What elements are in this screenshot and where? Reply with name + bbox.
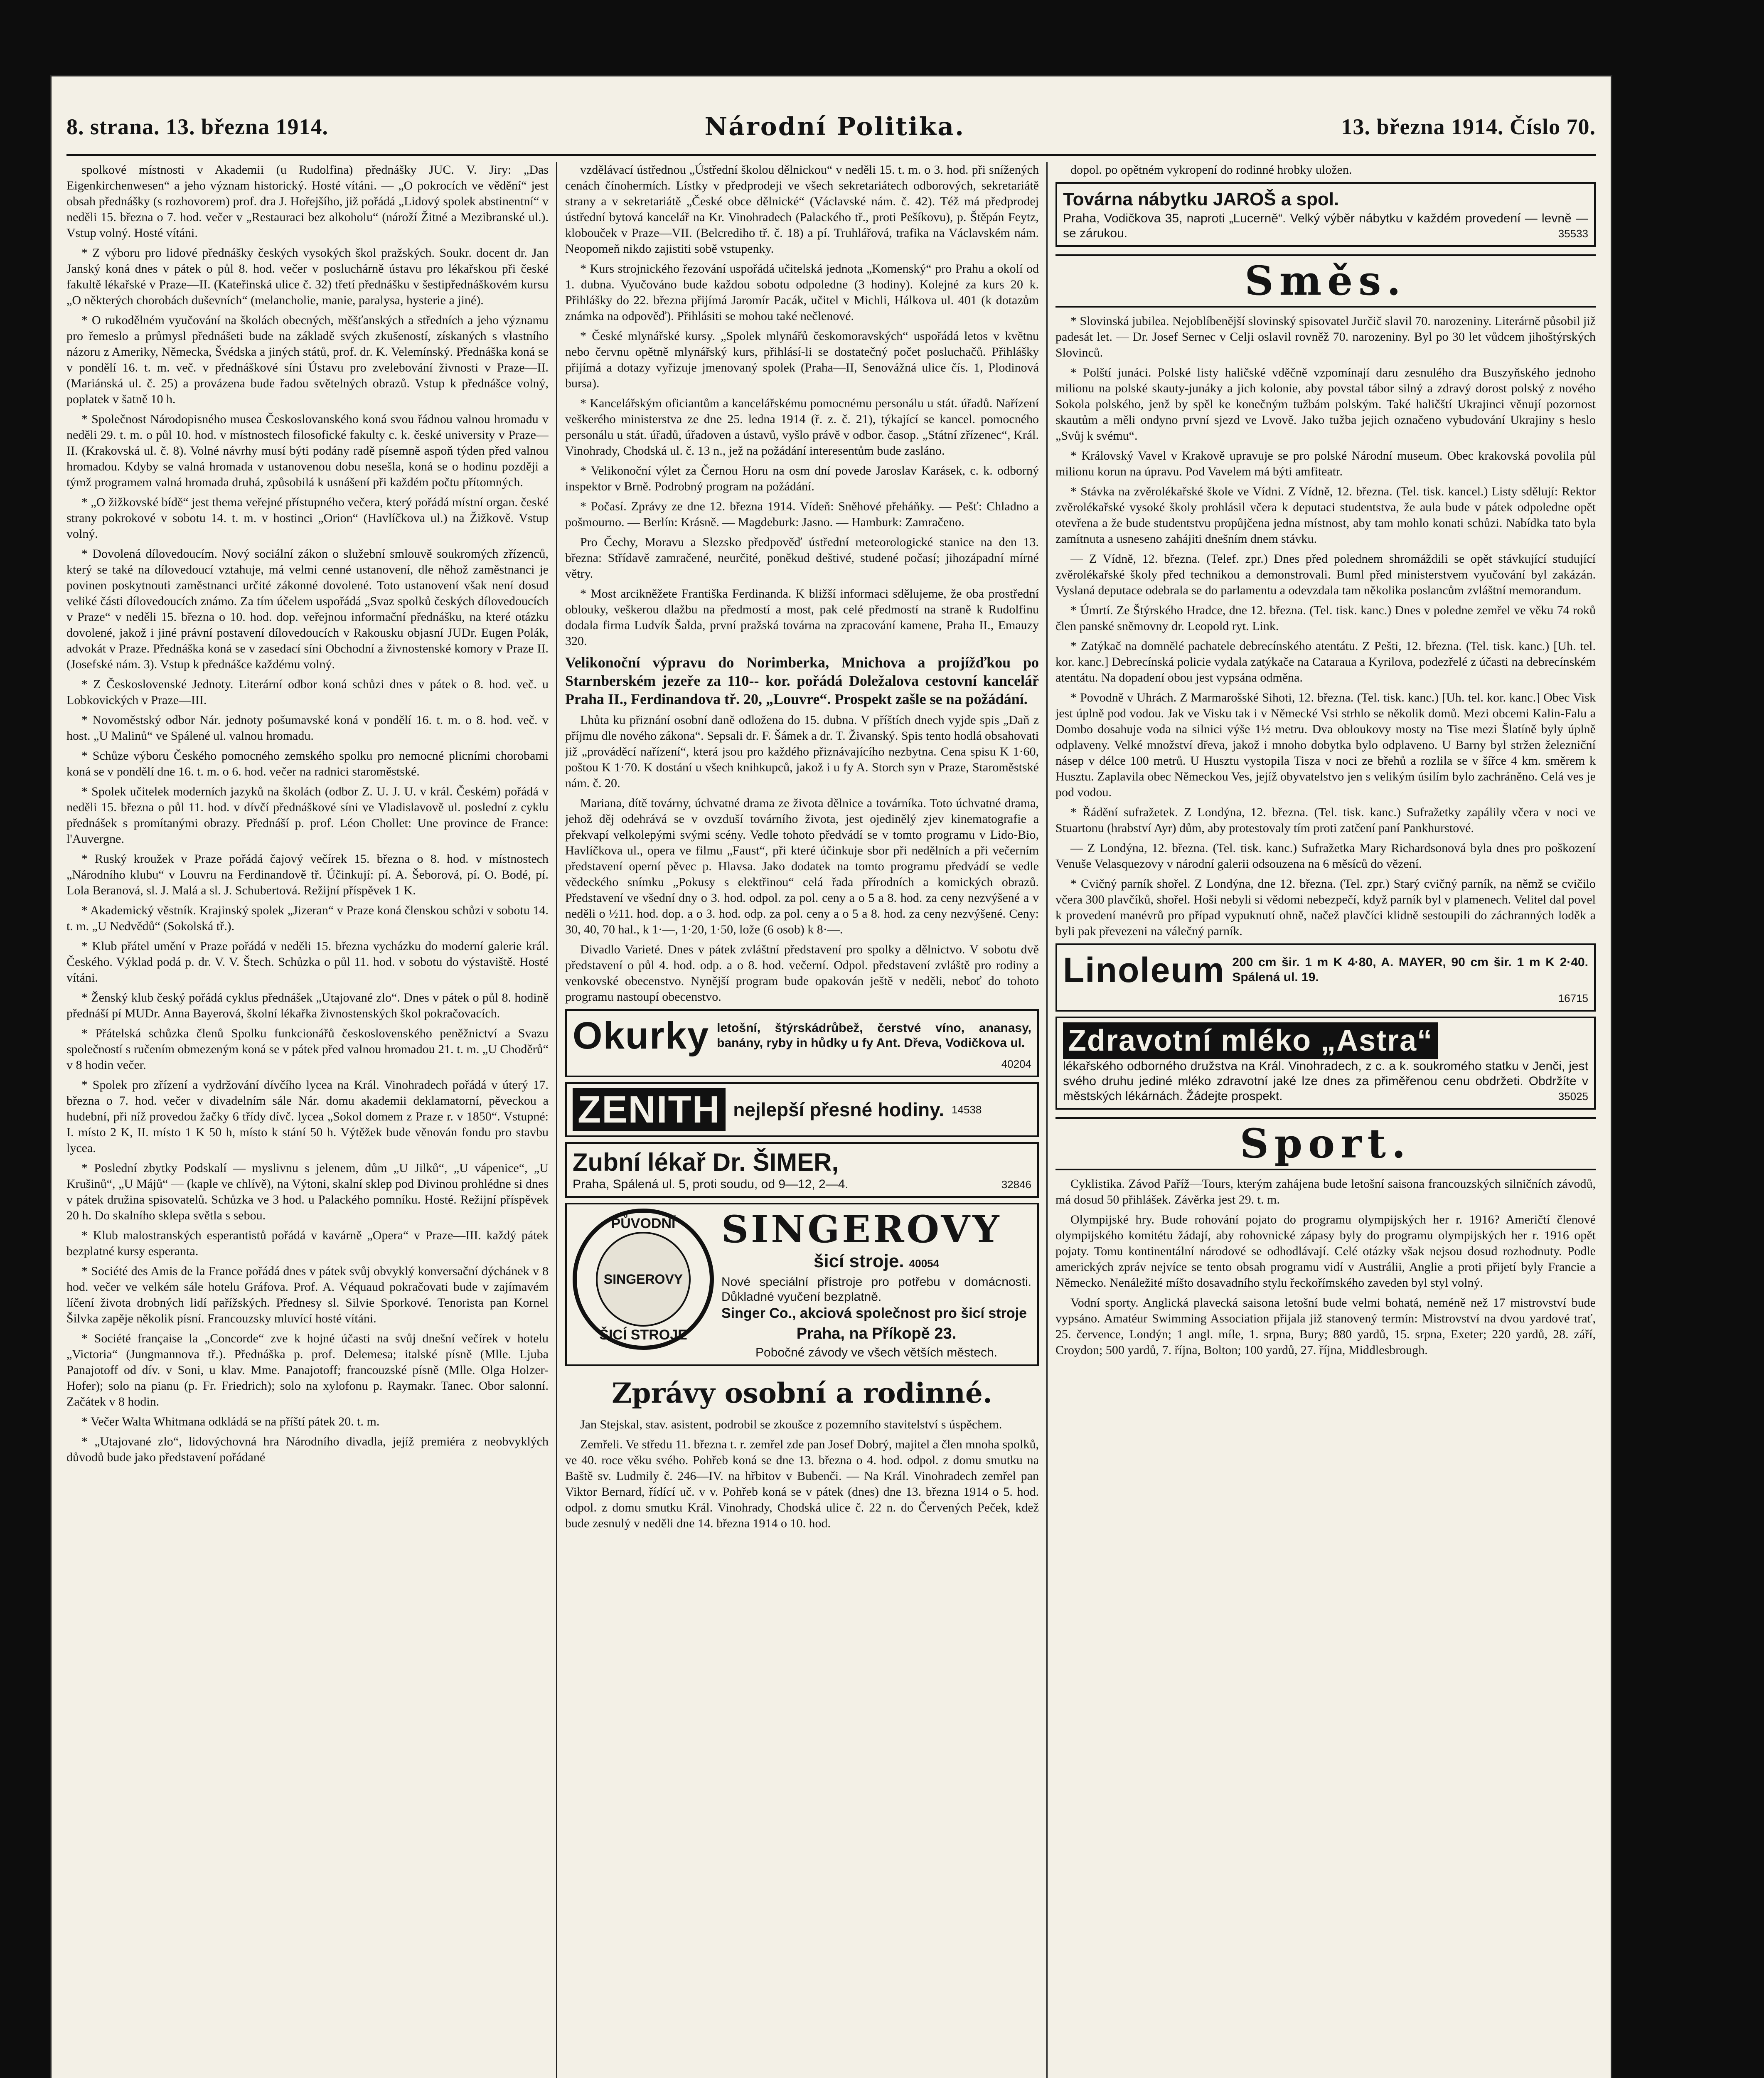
article-paragraph: * Société des Amis de la France pořádá dnes v pátek svůj obvyklý konversační dýchánek v 8 hod. večer ve velkém sále hotelu Gráfova. Prof. A. Véquaud pokračovati bude v zajímavém líčení života drobných lidí pařížských. Přednesy sl. Silvie Sporkové. Tenorista pan Kornel Šilvka zapěje několik písní. Francouzsky mluvící hosté vítáni.: [66, 1264, 549, 1325]
column-divider: [1046, 162, 1048, 2078]
section-heading-personal: Zprávy osobní a rodinné.: [612, 1377, 992, 1409]
article-paragraph: * Spolek učitelek moderních jazyků na školách (odbor Z. U. J. U. v král. Českém) pořádá v neděli 15. března o půl 11. hod. v dívčí přednáškové síni ve Vladislavově ul. poslední z cyklu přednášek s promítanými obrazy. Přednáší p. prof. Léon Chollet: Une province de France: l'Auvergne.: [66, 785, 549, 846]
singer-badge-top: PŮVODNÍ: [611, 1216, 676, 1231]
ad-astra-code: 35025: [1558, 1090, 1588, 1103]
ad-okurky-title: Okurky: [573, 1014, 710, 1057]
column-divider: [556, 162, 557, 2078]
section-heading-smes: Směs.: [1055, 254, 1596, 308]
ad-singer-address: Praha, na Příkopě 23.: [796, 1325, 957, 1342]
ad-linoleum-title: Linoleum: [1063, 950, 1225, 990]
ad-dentist-code: 32846: [1001, 1178, 1031, 1191]
ad-jaros-text: Praha, Vodičkova 35, naproti „Lucerně“. Velký výběr nábytku v každém provedení — levně — se zárukou.: [1063, 212, 1588, 240]
article-paragraph: Zemřeli. Ve středu 11. března t. r. zemřel zde pan Josef Dobrý, majitel a člen mnoha spolků, ve 40. roce věku svého. Pohřeb koná se dne 13. března o 4. hod. odpol. z domu smutku na Baště sv. Ludmily č. 246—IV. na hřbitov v Bubenči. — Na Král. Vinohradech zemřel pan Viktor Bernard, řídící uč. v v. Pohřeb koná se v pátek (dnes) dne 13. března 1914 o 5. hod. odpol. z domu smutku Král. Vinohrady, Chodská ulice č. 22 n. do Červených Peček, kdež bude zesnulý v neděli dne 14. března 1914 o 10. hod.: [565, 1438, 1039, 1530]
article-paragraph: * „Utajované zlo“, lidovýchovná hra Národního divadla, jejíž premiéra z neobvyklých důvodů bude jako představení pořádané: [66, 1435, 549, 1464]
ad-linoleum-code: 16715: [1558, 992, 1588, 1005]
ad-astra-title: Zdravotní mléko „Astra“: [1063, 1022, 1438, 1059]
column-3-articles-bottom: [1055, 1176, 1596, 1358]
article-paragraph: * Společnost Národopisného musea Českoslovanského koná svou řádnou valnou hromadu v neděli 29. t. m. o půl 10. hod. v místnostech filosofické fakulty c. k. české university v Praze—II. (Krakovská ul. č. 8). Volné návrhy musí býti podány radě písemně aspoň týden před valnou hromadou. Kdyby se valná hromada v ustanovenou dobu nesešla, koná se o hodinu později a týmž programem valná hromada druhá, způsobilá k usnášení při každém počtu přítomných.: [66, 412, 549, 489]
ad-jaros-code: 35533: [1558, 227, 1588, 240]
article-paragraph: * Spolek pro zřízení a vydržování dívčího lycea na Král. Vinohradech pořádá v úterý 17. března o 7. hod. večer v divadelním sále Nár. domu akademii deklamatorní, pěveckou a hudební, při níž provedou žačky 6 třídy dívč. lycea „Sokol domem z Praze r. v 1850“. Vstupné: I. místo 2 K, II. místo 1 K 50 h, místo k stání 50 h. Výtěžek bude věnován fondu pro stavbu lycea.: [66, 1078, 549, 1155]
ad-dentist-title: Zubní lékař Dr. ŠIMER,: [573, 1148, 839, 1176]
article-paragraph: * Kancelářským oficiantům a kancelářskému pomocnému personálu u stát. úřadů. Nařízení veškerého ministerstva ze dne 25. ledna 1914 (ř. z. č. 21), týkající se kancel. pomocného personálu u stát. úřadů, úřadoven a ústavů, vyšlo právě v odbor. časop. „Státní zřízenec“, Král. Vinohrady, Chodská ul. č. 13 n., jež na požádání interesentům bude zasláno.: [565, 396, 1039, 458]
article-paragraph: Cyklistika. Závod Paříž—Tours, kterým zahájena bude letošní saisona francouzských silničních závodů, má dosud 50 přihlášek. Závěrka jest 29. t. m.: [1055, 1177, 1596, 1206]
column-3-articles-top: [1055, 162, 1596, 178]
ad-zenith-title: ZENITH: [573, 1088, 726, 1131]
column-2-articles-mid: [565, 712, 1039, 1005]
article-paragraph: * Poslední zbytky Podskalí — myslivnu s jelenem, dům „U Jilků“, „U vápenice“, „U Krušinů“, „U Májů“ — (kaple ve chlívě), na Výtoni, skalní sklep pod Divinou prohlédne si dnes v pátek družina spisovatelů. Schůzka ve 3 hod. u Palackého pomníku. Hosté. Režijní příspěvek 20 h. Do skalního sklepa světla s sebou.: [66, 1161, 549, 1222]
header-left: 8. strana. 13. března 1914.: [66, 114, 328, 139]
article-paragraph: * Stávka na zvěrolékařské škole ve Vídni. Z Vídně, 12. března. (Tel. tisk. kancel.) Listy sdělují: Rektor zvěrolékařské vysoké školy prohlásil včera k deputaci studentstva, že aula bude v pátek odpoledne opět otevřena a že bude studentstvu propůjčena jedna místnost, aby tam mohlo konati schůzi. Nabídka tato byla zamítnuta a usneseno zahájiti dnešním dnem stávku.: [1055, 485, 1596, 546]
article-paragraph: * Slovinská jubilea. Nejoblíbenější slovinský spisovatel Jurčič slavil 70. narozeniny. Literárně působil již padesát let. — Dr. Josef Sernec v Celji oslavil rovněž 70. narozeniny. Byl po 30 let vůdcem jihoštýrských Slovinců.: [1055, 314, 1596, 359]
article-paragraph: * Z Československé Jednoty. Literární odbor koná schůzi dnes v pátek o 8. hod. več. u Lobkovických v Praze—III.: [66, 677, 549, 707]
column-1: [66, 162, 549, 2078]
article-paragraph: * Kurs strojnického řezování uspořádá učitelská jednota „Komenský“ pro Prahu a okolí od 1. dubna. Vyučováno bude každou sobotu odpoledne (3 hodiny). Kolejné za kurs 20 k. Přihlášky do 22. března přijímá Jaromír Pacák, učitel v Michli, Hálkova ul. 401 (k dotazům známka na odpověď). Přihlásiti se mohou také nečlenové.: [565, 262, 1039, 323]
article-paragraph: * Z výboru pro lidové přednášky českých vysokých škol pražských. Soukr. docent dr. Jan Janský koná dnes v pátek o půl 8. hod. večer v posluchárně ústavu pro lékařskou při české fakultě lékařské v Praze—II. (Kateřinská ulice č. 32) třetí přednášku v šestipřednáškovém kursu „O některých chorobách duševních“ (melancholie, manie, paralysa, hysterie a jiné).: [66, 246, 549, 307]
header-right: 13. března 1914. Číslo 70.: [1341, 114, 1596, 139]
article-paragraph: Olympijské hry. Bude rohování pojato do programu olympijských her r. 1916? Američtí členové olympijského komitétu žádají, aby rohovnické zápasy byly do programu olympijských her r. 1916 opět pojaty. Tomu kontinentální národové se odhodlávají. Celé otázky však nejsou dosud rozhodnuty. Podle amerických zpráv nejvíce se tento obsah programu vidí v Austrálii, Anglie a proti přijetí byly Francie a Německo. Nenáležité míšto dosavadního stylu řeckořímského zaveden byl styl volný.: [1055, 1213, 1596, 1290]
ad-singer-footer: Pobočné závody ve všech větších městech.: [755, 1346, 997, 1359]
article-paragraph: spolkové místnosti v Akademii (u Rudolfina) přednášky JUC. V. Jiry: „Das Eigenkirchenwesen“ a jeho význam historický. Hosté vítáni. — „O pokrocích ve vědění“ jest obsah přednášky (s rozhovorem) prof. dra J. Hořejšího, již pořádá „Lidový spolek abstinentní“ v neděli 15. března o 7. hod. večer v „Restauraci bez alkoholu“ (nároží Žitné a Mezibranské ul.). Vstup volný. Hosté vítáni.: [66, 163, 549, 240]
article-paragraph: * Řádění sufražetek. Z Londýna, 12. března. (Tel. tisk. kanc.) Sufražetky zapálily včera v noci ve Stuartonu (hrabství Ayr) dům, aby protestovaly tím proti zatčení paní Pankhurstové.: [1055, 805, 1596, 835]
article-paragraph: * Most arcikněžete Františka Ferdinanda. K bližší informaci sdělujeme, že oba prostřední oblouky, veškerou dlažbu na předmostí a most, pak celé předmostí na straně k Rudolfinu dodala firma Ludvík Šalda, první pražská továrna na zpracování kamene, Praha II., Emauzy 320.: [565, 587, 1039, 648]
article-paragraph: * Novoměstský odbor Nár. jednoty pošumavské koná v pondělí 16. t. m. o 8. hod. več. v host. „U Malinů“ ve Spálené ul. valnou hromadu.: [66, 713, 549, 743]
article-paragraph: * Přátelská schůzka členů Spolku funkcionářů československého peněžnictví a Svazu společností s ručením obmezeným koná se v pátek před valnou hromadou 21. t. m. „U Choděrů“ v 8 hodin večer.: [66, 1027, 549, 1072]
article-paragraph: * Úmrtí. Ze Štýrského Hradce, dne 12. března. (Tel. tisk. kanc.) Dnes v poledne zemřel ve věku 74 roků člen panské sněmovny dr. Leopold ryt. Link.: [1055, 603, 1596, 633]
article-paragraph: * Klub přátel umění v Praze pořádá v neděli 15. března vycházku do moderní galerie král. Českého. Výklad podá p. dr. V. V. Štech. Schůzka o půl 11. hod. v sobotu do výstaviště. Hosté vítáni.: [66, 939, 549, 985]
section-heading-sport: Sport.: [1055, 1117, 1596, 1170]
running-head: [66, 104, 1596, 150]
article-paragraph: Vodní sporty. Anglická plavecká saisona letošní bude velmi bohatá, neméně než 17 mistrovství bude vypsáno. Amatéur Swimming Association přijala již stanovený termín: Mistrovství na dvou yardové trať, 25. července, Londýn; 1 angl. míle, 1. srpna, Bury; 880 yardů, 15. srpna, Exeter; 220 yardů, 28. září, Croydon; 500 yardů, 7. října, Bolton; 100 yardů, 27. října, Middlesbrough.: [1055, 1296, 1596, 1357]
ad-zenith-code: 14538: [952, 1103, 982, 1116]
ad-singer-subtitle: šicí stroje.: [813, 1251, 904, 1271]
article-paragraph: * Ruský kroužek v Praze pořádá čajový večírek 15. března o 8. hod. v místnostech „Národního klubu“ v Louvru na Ferdinandově tř. Účinkují: pí. A. Šeborová, pí. O. Bodé, pí. Lola Beranová, sl. J. Malá a sl. J. Schubertová. Režijní příspěvek 1 K.: [66, 852, 549, 897]
article-paragraph: dopol. po opětném vykropení do rodinné hrobky uložen.: [1070, 163, 1352, 177]
singer-logo-badge: [573, 1209, 714, 1350]
header-rule: [66, 154, 1596, 156]
ad-singer-company: Singer Co., akciová společnost pro šicí stroje: [721, 1305, 1027, 1321]
article-paragraph: * Cvičný parník shořel. Z Londýna, dne 12. března. (Tel. zpr.) Starý cvičný parník, na němž se cvičilo včera 300 plavčíků, shořel. Hoši nebyli si vědomi nebezpečí, když parník byl v plamenech. Velitel dal povel k provedení manévrů pro případ vypuknutí ohně, načež plavčíci klidně sestoupili do záchranných loděk a byli pak převezeni na válečný parník.: [1055, 877, 1596, 938]
article-paragraph: Lhůta ku přiznání osobní daně odložena do 15. dubna. V příštích dnech vyjde spis „Daň z příjmu dle nového zákona“. Sepsali dr. F. Šámek a dr. T. Živanský. Spis tento hodlá obsahovati již „prováděcí nařízení“, která jsou pro každého přiznávajícího nezbytna. Cena spisu K 1·60, poštou K 1·70. K dostání u všech knihkupců, jakož i u fy A. Storch syn v Praze, Staroměstské nám. č. 20.: [565, 713, 1039, 790]
ad-okurky: [565, 1009, 1039, 1077]
article-paragraph: — Z Londýna, 12. března. (Tel. tisk. kanc.) Sufražetka Mary Richardsonová byla dnes pro poškození Venuše Velasquezovy v národní galerii odsouzena na 6 měsíců do vězení.: [1055, 841, 1596, 871]
article-paragraph: * Polští junáci. Polské listy haličské vděčně vzpomínají daru zesnulého dra Buszyňského jednoho milionu na polské skauty-junáky a jich kolonie, aby povstal tábor silný a zdravý dorost polský z nového Sokola polského, jenž by spěl ke konečným tužbám polským. Také haličští Ukrajinci věnují pozornost skautům a měli ondyno první sjezd ve Lvově. Jako tužba jejich označeno vybudování Ukrajiny s heslo „Svůj k svému“.: [1055, 366, 1596, 443]
article-paragraph: * Velikonoční výlet za Černou Horu na osm dní povede Jaroslav Karásek, c. k. odborný inspektor v Brně. Podrobný program na požádání.: [565, 464, 1039, 493]
article-paragraph: * Počasí. Zprávy ze dne 12. března 1914. Vídeň: Sněhové přeháňky. — Pešť: Chladno a pošmourno. — Berlín: Krásně. — Magdeburk: Jasno. — Hamburk: Zamračeno.: [565, 500, 1039, 529]
ad-singer-title: SINGEROVY: [721, 1207, 1002, 1251]
ad-singer-text: Nové speciální přístroje pro potřebu v domácnosti. Důkladné vyučení bezplatně.: [721, 1275, 1031, 1304]
singer-badge-bottom: ŠICÍ STROJE: [599, 1327, 687, 1343]
travel-notice: Velikonoční výpravu do Norimberka, Mnichova a projížďkou po Starnberském jezeře za 110-- kor. pořádá Doležalova cestovní kancelář Praha II., Ferdinandova tř. 20, „Louvre“. Prospekt zašle se na požádání.: [565, 654, 1039, 707]
singer-badge-mid: SINGEROVY: [603, 1272, 683, 1287]
article-paragraph: * Večer Walta Whitmana odkládá se na příští pátek 20. t. m.: [81, 1415, 380, 1428]
column-3: [1055, 162, 1596, 2078]
article-paragraph: * Klub malostranských esperantistů pořádá v kavárně „Opera“ v Praze—III. každý pátek bezplatné kursy esperanta.: [66, 1229, 549, 1258]
ad-zenith: [565, 1082, 1039, 1137]
ad-jaros: [1055, 182, 1596, 247]
article-paragraph: * Ženský klub český pořádá cyklus přednášek „Utajované zlo“. Dnes v pátek o půl 8. hodině přednáší pí MUDr. Anna Bayerová, školní lékařka živnostenských škol pokračovacích.: [66, 991, 549, 1020]
article-paragraph: * České mlynářské kursy. „Spolek mlynářů českomoravských“ uspořádá letos v květnu nebo červnu opětně mlynářský kurs, přihlásí-li se dostatečný počet posluchačů. Přihlášky přijímá a dotazy vyřizuje jmenovaný spolek (Praha—II, Senovážná ulice čís. 1, Plodinová bursa).: [565, 329, 1039, 390]
column-2-articles-top: [565, 162, 1039, 649]
article-paragraph: Pro Čechy, Moravu a Slezsko předpověď ústřední meteorologické stanice na den 13. března: Střídavě zamračené, neurčité, poněkud deštivé, studené počasí; jihozápadní mírné větry.: [565, 535, 1039, 581]
ad-astra: [1055, 1017, 1596, 1110]
article-paragraph: * Akademický věstník. Krajinský spolek „Jizeran“ v Praze koná členskou schůzi v sobotu 14. t. m. „U Nedvědů“ (Sokolská tř.).: [66, 904, 549, 933]
masthead-title: Národní Politika.: [704, 112, 965, 141]
ad-astra-text: lékařského odborného družstva na Král. Vinohradech, z c. a k. soukromého statku v Jenči, jest svého druhu jediné mléko zdravotní jaké lze dnes za přiměřenou cenu obdržeti. Obdržíte v městských lékárnách. Žádejte prospekt.: [1063, 1059, 1588, 1103]
ad-singer: [565, 1203, 1039, 1366]
article-paragraph: * Zatýkač na domnělé pachatele debrecínského atentátu. Z Pešti, 12. března. (Tel. tisk. kanc.) [Uh. tel. kor. kanc.] Debrecínská policie vydala zatýkače na Cataraua a Kyrilova, podezřelé z účasti na debrecínském atentátu. Na dopadení obou jest vypsána odměna.: [1055, 639, 1596, 684]
article-paragraph: Jan Stejskal, stav. asistent, podrobil se zkoušce z pozemního stavitelství s úspěchem.: [580, 1418, 1002, 1431]
article-paragraph: * Schůze výboru Českého pomocného zemského spolku pro nemocné plicními chorobami koná se v pondělí dne 16. t. m. o 6. hod. večer na radnici staroměstské.: [66, 749, 549, 778]
column-3-articles-mid: [1055, 313, 1596, 939]
article-paragraph: * „O žižkovské bídě“ jest thema veřejné přístupného večera, který pořádá místní organ. české strany pokrokové v sobotu 14. t. m. v hostinci „Orion“ (Havlíčkova ul.) na Žižkově. Vstup volný.: [66, 495, 549, 541]
ad-singer-code: 40054: [909, 1257, 940, 1270]
ad-okurky-code: 40204: [1001, 1058, 1031, 1070]
ad-okurky-text: letošní, štýrskádrůbež, čerstvé víno, ananasy, banány, ryby in hůdky u fy Ant. Dřeva, Vodičkova ul.: [717, 1021, 1031, 1050]
column-1-articles: [66, 162, 549, 1465]
article-paragraph: * Povodně v Uhrách. Z Marmarošské Sihoti, 12. března. (Tel. tisk. kanc.) [Uh. tel. kor. kanc.] Obec Visk jest úplně pod vodou. Jak ve Visku tak i v Německé Vsi strhlo se několik domů. Mezi obcemi Kalin-Falu a Dombo dosahuje voda na silnici výše 1½ metru. Dva obloukovy mosty na Tise mezi Šlatíně byly úplně odplaveny. Velké množství dřeva, jakož i mnoho dobytka bylo odplaveno. U Barny byl stržen železniční násep v délce 100 metrů. U Husztu vystopila Tisza v noci ze břehů a rozlila se v šířce 4 km. směrem k Husztu. Zaplavila obec Německou Ves, jejíž obyvatelstvo jen s velikým úsilím bylo zachráněno. Celá ves je pod vodou.: [1055, 691, 1596, 799]
article-paragraph: * Dovolená dílovedoucím. Nový sociální zákon o služební smlouvě soukromých zřízenců, který se také na dílovedoucí vztahuje, má velmi cenné ustanovení, dle něhož zaměstnanci je povinen poskytnouti zaměstnanci určité zákonné dovolené. Toto ustanovení však není dosud veliké části dílovedoucích známo. Za tím účelem uspořádá „Svaz spolků českých dílovedoucích v Praze“ v neděli 15. března o 10. hod. dop. veřejnou informační přednášku, na které otázku dovolené, jakož i jiné právní postavení dílovedoucích v Rakousku objasní JUDr. Eugen Polák, advokát v Praze. Přednáška koná se v zasedací síni Obchodní a živnostenské komory v Praze II. (Josefské nám. 3). Vstup k přednášce každému volný.: [66, 547, 549, 671]
article-paragraph: Mariana, dítě továrny, úchvatné drama ze života dělnice a továrníka. Toto úchvatné drama, jehož děj odehrává se v ovzduší továrního života, jest ojedinělý zjev kinematografie a překvapí velkolepými svými scény. Vedle tohoto předvádí se v tomto programu v Lido-Bio, Havlíčkova ul., opera ve filmu „Faust“, při které účinkuje sbor při nedělních a při večerním představení operní pěvec p. Hlavsa. Jako dodatek na tomto programu předvádí se vedle vědeckého snímku „Pokusy s elektřinou“ celá řada přírodních a komických obrazů. Představení ve všední dny o 3. hod. odpol. za pol. ceny a o 5 a 8. hod. za ceny nezvýšené a v neděli o ½11. hod. dop. a o 3. hod. odp. za pol. ceny a o 5 a 8. hod. za ceny nezvýšené. Ceny: 30, 40, 70 hal., k 1·—, 1·20, 1·50, lože (6 osob) k 8·—.: [565, 796, 1039, 936]
ad-jaros-title: Továrna nábytku JAROŠ a spol.: [1063, 189, 1339, 209]
newspaper-page: [50, 75, 1612, 2078]
column-2: [565, 162, 1039, 2078]
article-paragraph: * O rukodělném vyučování na školách obecných, měšťanských a středních a jeho významu pro řemeslo a průmysl přednášeti bude na základě svých zkušeností, získaných s vlastního názoru z Ameriky, Německa, Švédska a jiných států, prof. dr. K. Velemínský. Přednáška koná se v pondělí 16. t. m. več. v přednáškové síni Ústavu pro zvelebování živnosti v Praze—II. (Mariánská ul. č. 25) a provázena bude řadou světelných obrazů. Vstup k přednášce volný, poplatek v šatně 10 h.: [66, 313, 549, 406]
singer-badge-center: [596, 1232, 691, 1327]
article-paragraph: * Královský Vavel v Krakově upravuje se pro polské Národní museum. Obec krakovská povolila půl milionu korun na úpravu. Pod Vavelem má býti amfiteatr.: [1055, 449, 1596, 478]
article-paragraph: Divadlo Varieté. Dnes v pátek zvláštní představení pro spolky a dělnictvo. V sobotu dvě představení o půl 4. hod. odp. a o 8. hod. večerní. Odpol. představení zvláště pro rodiny a venkovské obecenstvo. Nynější program bude opakován ještě v neděli, neboť do tohoto programu nastoupí obecenstvo.: [565, 943, 1039, 1004]
column-2-articles-bottom: [565, 1417, 1039, 1531]
ad-zenith-text: nejlepší přesné hodiny.: [733, 1099, 945, 1120]
article-paragraph: vzdělávací ústřednou „Ústřední školou dělnickou“ v neděli 15. t. m. o 3. hod. při snížených cenách čínohermích. Lístky v předprodeji ve všech sekretariátech odborových, sekretariátě strany a v sekretariátě „České obce dělnické“ (Václavské nám. č. 42). Též má předprodej ústřední bytová kancelář na Kr. Vinohradech (Palackého tř., proti Pešíkovu), p. Štěpán Feytz, klobouček v Praze—VII. (Belcrediho tř. č. 18) a pí. Truhlářová, trafika na Václavském nám. Neopomeň nikdo zajistiti sobě vstupenky.: [565, 163, 1039, 256]
article-paragraph: * Société française la „Concorde“ zve k hojné účasti na svůj dnešní večírek v hotelu „Victoria“ (Jungmannova tř.). Přednáška p. prof. Delemesa; italské písně (Mlle. Ljuba Panajotoff od dív. v Soni, u klav. Mme. Panajotoff; francouzské písně (Mlle. Olga Holzer-Hofer); solo na pianu (p. Fr. Friedrich); solo na xylofonu p. Raymakr. Tanec. Obor salonní. Začátek v 8 hodin.: [66, 1332, 549, 1408]
article-paragraph: — Z Vídně, 12. března. (Telef. zpr.) Dnes před polednem shromáždili se opět stávkující studující zvěrolékařské školy před technikou a demonstrovali. Buml před ministerstvem vyučování byl zakázán. Vyslaná deputace odebrala se do parlamentu a odevzdala tam několika poslancům zvláštní memorandum.: [1055, 552, 1596, 597]
ad-linoleum: [1055, 943, 1596, 1012]
ad-linoleum-text: 200 cm šir. 1 m K 4·80, A. MAYER, 90 cm šir. 1 m K 2·40. Spálená ul. 19.: [1232, 955, 1588, 984]
ad-dentist: [565, 1142, 1039, 1198]
ad-dentist-text: Praha, Spálená ul. 5, proti soudu, od 9—12, 2—4.: [573, 1177, 849, 1191]
